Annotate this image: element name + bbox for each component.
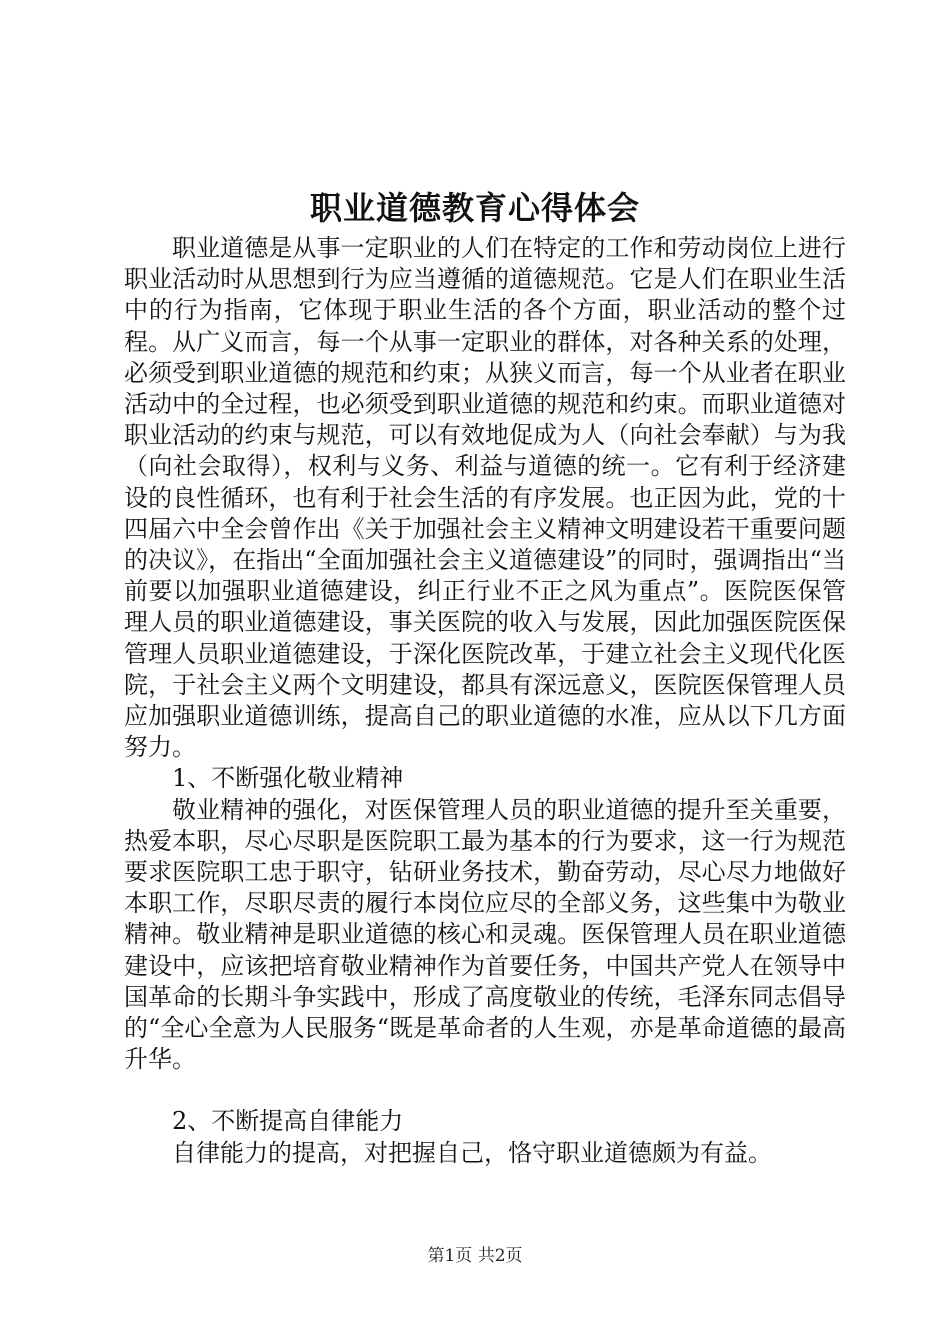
intro-paragraph: 职业道德是从事一定职业的人们在特定的工作和劳动岗位上进行职业活动时从思想到行为应当遵循的道德规范。它是人们在职业生活中的行为指南，它体现于职业生活的各个方面，职业活动的整个过程。从广义而言，每一个从事一定职业的群体，对各种关系的处理，必须受到职业道德的规范和约束；从狭义而言，每一个从业者在职业活动中的全过程，也必须受到职业道德的规范和约束。而职业道德对职业活动的约束与规范，可以有效地促成为人（向社会奉献）与为我（向社会取得），权利与义务、利益与道德的统一。它有利于经济建设的良性循环，也有利于社会生活的有序发展。也正因为此，党的十四届六中全会曾作出《关于加强社会主义精神文明建设若干重要问题的决议》，在指出“全面加强社会主义道德建设”的同时，强调指出“当前要以加强职业道德建设，纠正行业不正之风为重点”。医院医保管理人员的职业道德建设，事关医院的收入与发展，因此加强医院医保管理人员职业道德建设，于深化医院改革，于建立社会主义现代化医院，于社会主义两个文明建设，都具有深远意义，医院医保管理人员应加强职业道德训练，提高自己的职业道德的水准，应从以下几方面努力。 [124, 234, 846, 762]
section-2-paragraph: 自律能力的提高，对把握自己，恪守职业道德颇为有益。 [172, 1138, 772, 1167]
paragraph-spacer [124, 1075, 846, 1106]
document-body [124, 233, 846, 1169]
section-heading-2: 2、不断提高自律能力 [172, 1107, 404, 1136]
document-title: 职业道德教育心得体会 [309, 189, 640, 227]
page-number-footer: 第1页 共2页 [427, 1246, 523, 1266]
section-1-paragraph: 敬业精神的强化，对医保管理人员的职业道德的提升至关重要，热爱本职，尽心尽职是医院职工最为基本的行为要求，这一行为规范要求医院职工忠于职守，钻研业务技术，勤奋劳动，尽心尽力地做好本职工作，尽职尽责的履行本岗位应尽的全部义务，这些集中为敬业精神。敬业精神是职业道德的核心和灵魂。医保管理人员在职业道德建设中，应该把培育敬业精神作为首要任务，中国共产党人在领导中国革命的长期斗争实践中，形成了高度敬业的传统，毛泽东同志倡导的“全心全意为人民服务“既是革命者的人生观，亦是革命道德的最高升华。 [124, 795, 846, 1074]
section-heading-1: 1、不断强化敬业精神 [172, 764, 404, 793]
